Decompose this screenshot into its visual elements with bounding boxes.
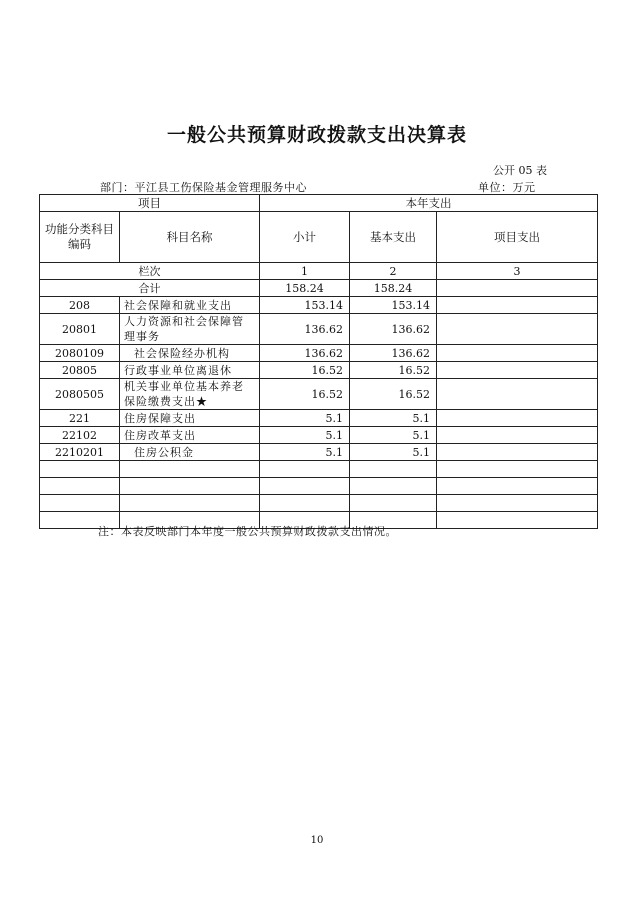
row-project xyxy=(437,314,598,345)
row-code: 2210201 xyxy=(40,444,120,461)
expenditure-table xyxy=(39,194,598,529)
header-code: 功能分类科目编码 xyxy=(40,212,120,263)
empty-row xyxy=(40,478,598,495)
row-subtotal: 136.62 xyxy=(260,345,350,362)
table-row xyxy=(40,444,598,461)
header-subtotal: 小计 xyxy=(260,212,350,263)
total-project xyxy=(437,280,598,297)
row-project xyxy=(437,297,598,314)
row-code: 22102 xyxy=(40,427,120,444)
header-item-group: 项目 xyxy=(40,195,260,212)
unit-label: 单位：万元 xyxy=(478,181,536,194)
footnote: 注：本表反映部门本年度一般公共预算财政拨款支出情况。 xyxy=(98,525,397,538)
row-basic: 136.62 xyxy=(350,345,437,362)
row-basic: 136.62 xyxy=(350,314,437,345)
row-project xyxy=(437,345,598,362)
column-index-3: 3 xyxy=(437,263,598,280)
empty-row xyxy=(40,495,598,512)
column-index-row xyxy=(40,263,598,280)
row-name: 行政事业单位离退休 xyxy=(120,362,260,379)
row-name: 社会保障和就业支出 xyxy=(120,297,260,314)
header-year-group: 本年支出 xyxy=(260,195,598,212)
row-basic: 153.14 xyxy=(350,297,437,314)
row-code: 20805 xyxy=(40,362,120,379)
table-row xyxy=(40,362,598,379)
table-row xyxy=(40,379,598,410)
total-row xyxy=(40,280,598,297)
row-name: 住房保障支出 xyxy=(120,410,260,427)
row-project xyxy=(437,410,598,427)
column-index-2: 2 xyxy=(350,263,437,280)
header-column-row xyxy=(40,212,598,263)
row-subtotal: 16.52 xyxy=(260,379,350,410)
row-subtotal: 5.1 xyxy=(260,410,350,427)
row-name: 机关事业单位基本养老保险缴费支出★ xyxy=(120,379,260,410)
row-basic: 5.1 xyxy=(350,444,437,461)
row-code: 208 xyxy=(40,297,120,314)
empty-row xyxy=(40,461,598,478)
row-subtotal: 5.1 xyxy=(260,427,350,444)
table-row xyxy=(40,297,598,314)
page-title: 一般公共预算财政拨款支出决算表 xyxy=(166,124,467,146)
row-name: 社会保险经办机构 xyxy=(120,345,260,362)
table-row xyxy=(40,345,598,362)
row-code: 20801 xyxy=(40,314,120,345)
form-number: 公开 05 表 xyxy=(493,164,547,177)
header-basic: 基本支出 xyxy=(350,212,437,263)
row-code: 221 xyxy=(40,410,120,427)
total-basic: 158.24 xyxy=(350,280,437,297)
header-project: 项目支出 xyxy=(437,212,598,263)
row-project xyxy=(437,362,598,379)
row-basic: 5.1 xyxy=(350,410,437,427)
total-label: 合计 xyxy=(40,280,260,297)
row-subtotal: 5.1 xyxy=(260,444,350,461)
page-number: 10 xyxy=(310,835,324,846)
row-project xyxy=(437,444,598,461)
row-project xyxy=(437,379,598,410)
column-index-1: 1 xyxy=(260,263,350,280)
row-basic: 16.52 xyxy=(350,379,437,410)
table-row xyxy=(40,410,598,427)
row-code: 2080505 xyxy=(40,379,120,410)
row-basic: 5.1 xyxy=(350,427,437,444)
table-row xyxy=(40,314,598,345)
table-row xyxy=(40,427,598,444)
header-name: 科目名称 xyxy=(120,212,260,263)
department-label: 部门：平江县工伤保险基金管理服务中心 xyxy=(100,181,307,194)
column-index-label: 栏次 xyxy=(40,263,260,280)
row-code: 2080109 xyxy=(40,345,120,362)
row-subtotal: 136.62 xyxy=(260,314,350,345)
row-project xyxy=(437,427,598,444)
total-subtotal: 158.24 xyxy=(260,280,350,297)
header-group-row xyxy=(40,195,598,212)
row-name: 住房公积金 xyxy=(120,444,260,461)
row-subtotal: 153.14 xyxy=(260,297,350,314)
row-subtotal: 16.52 xyxy=(260,362,350,379)
row-name: 住房改革支出 xyxy=(120,427,260,444)
row-name: 人力资源和社会保障管理事务 xyxy=(120,314,260,345)
row-basic: 16.52 xyxy=(350,362,437,379)
